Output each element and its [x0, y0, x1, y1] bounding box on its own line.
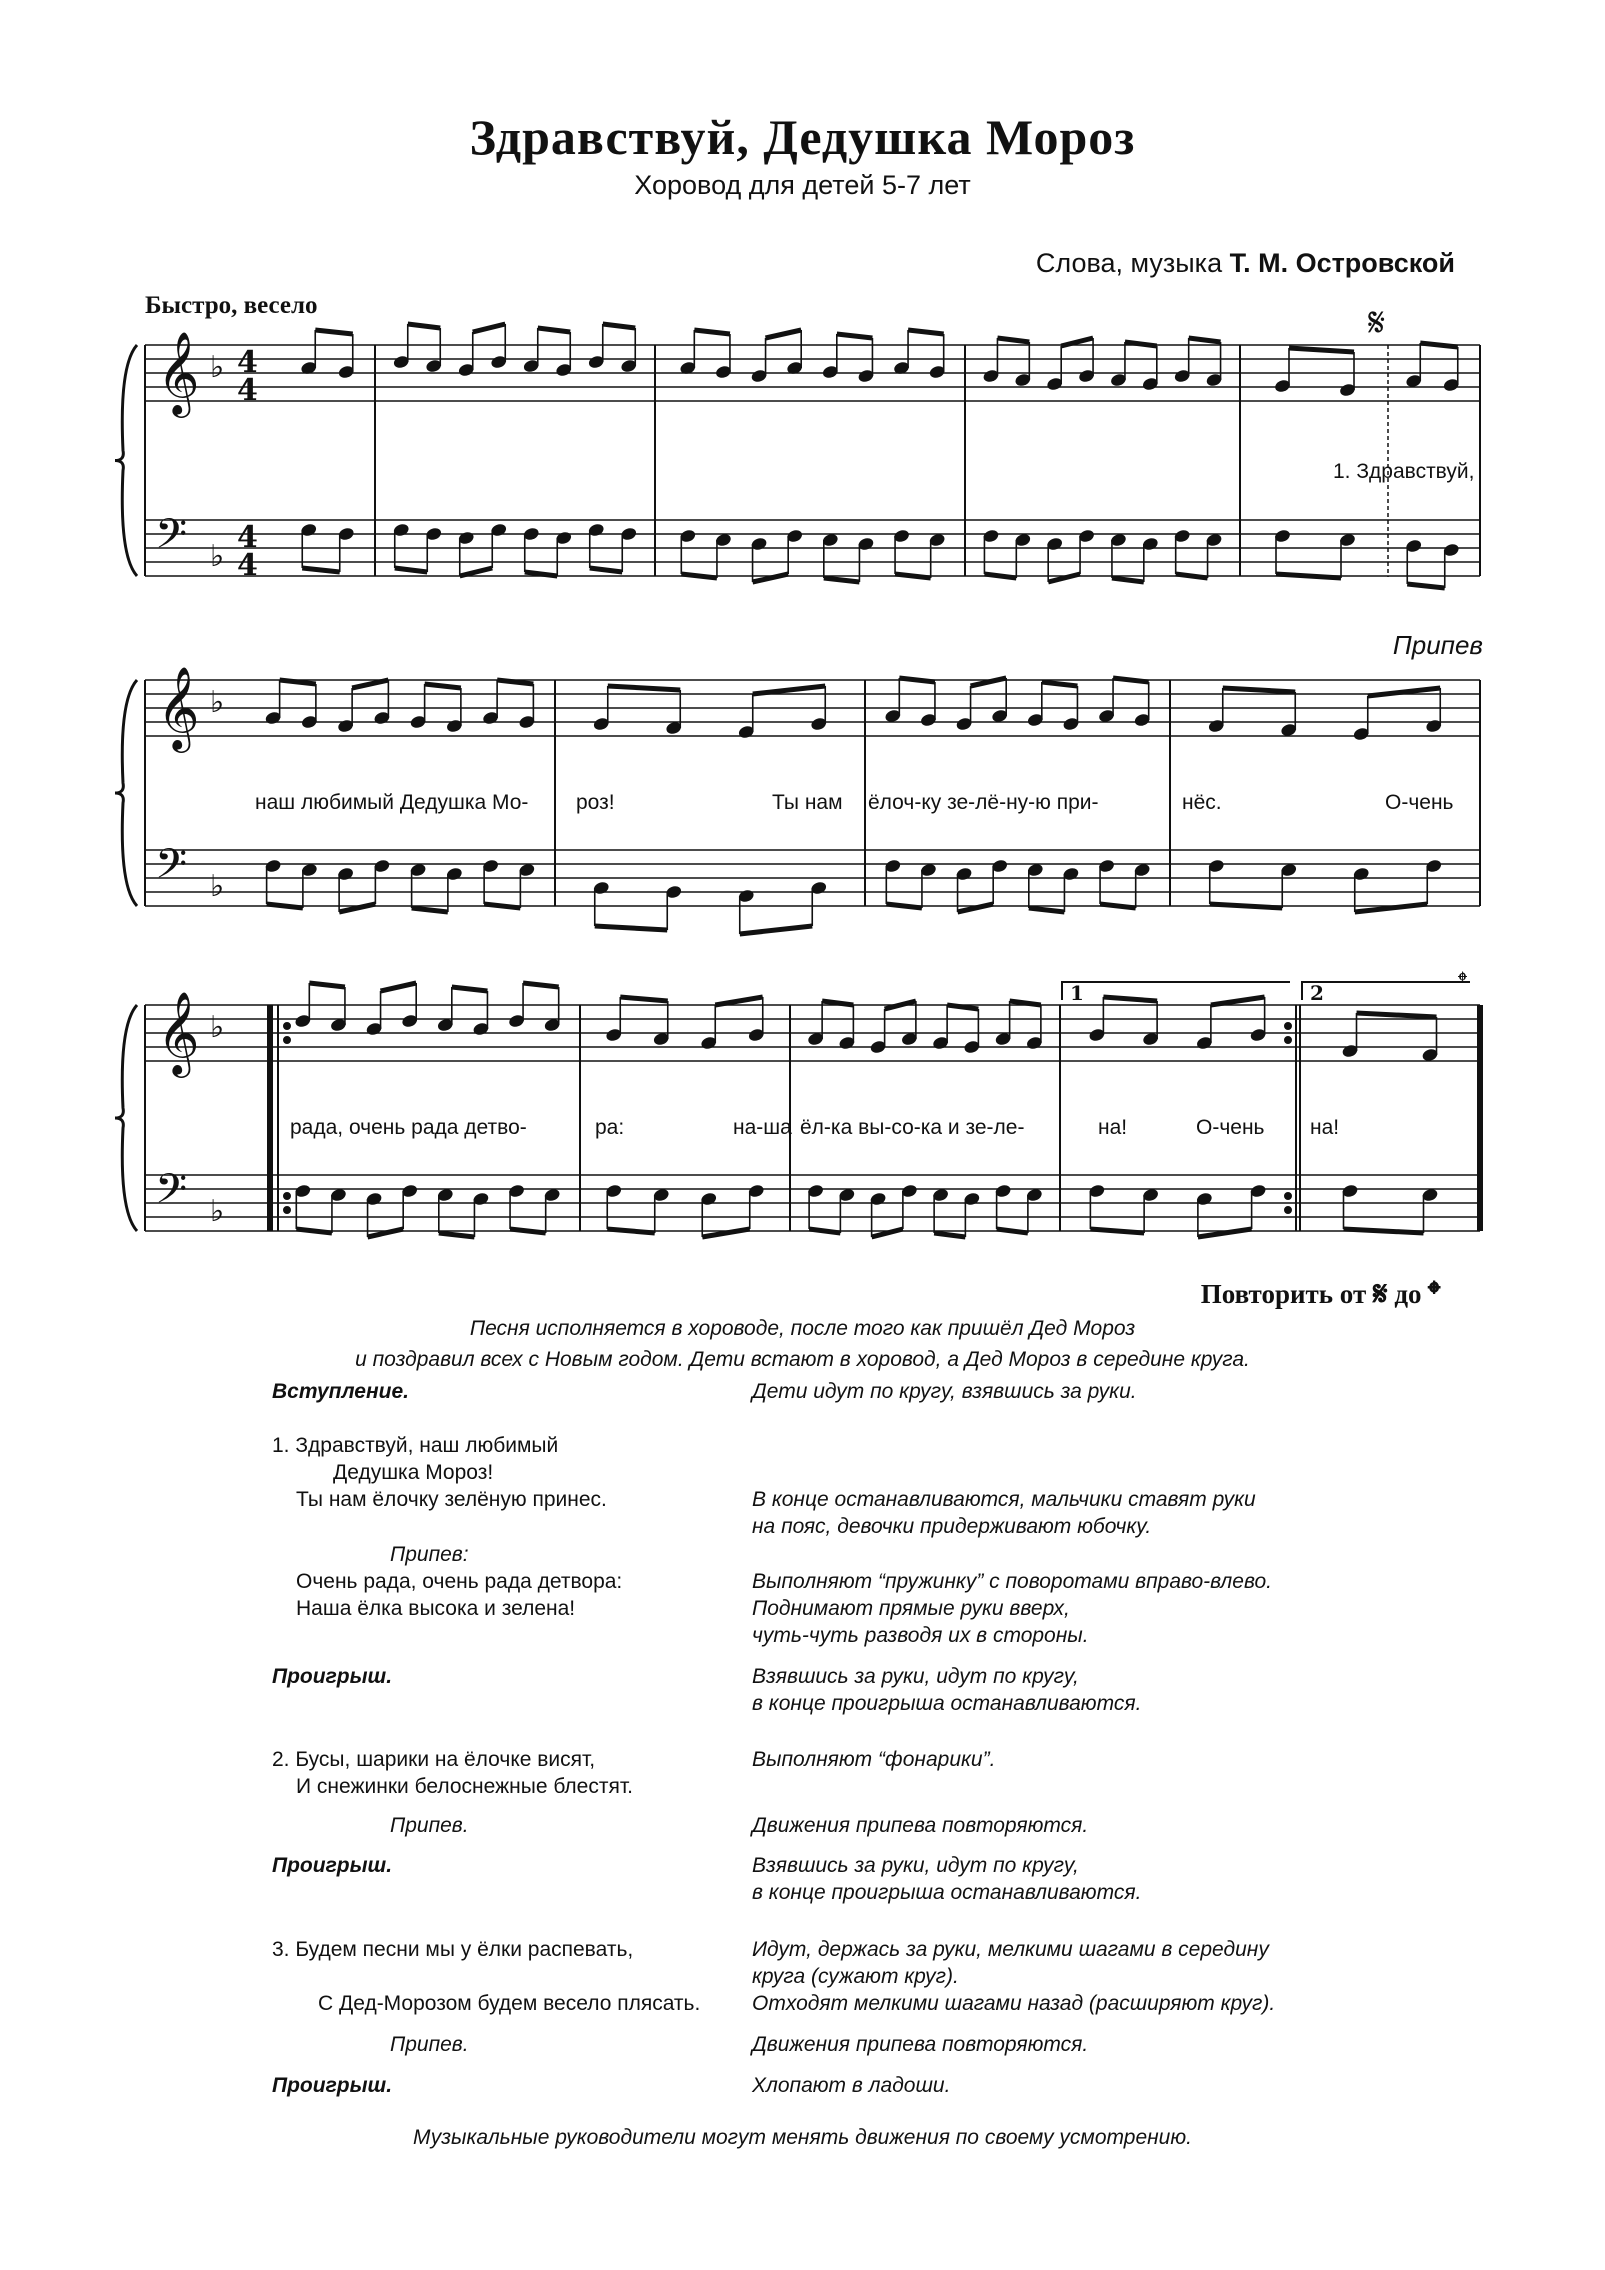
- repeat-dot: [284, 1023, 291, 1030]
- note-beam: [1189, 338, 1221, 342]
- interlude-label: Проигрыш.: [272, 2074, 393, 2097]
- movement-text: Движения припева повторяются.: [752, 2033, 1089, 2056]
- note-beam: [315, 330, 353, 334]
- verse-line: С Дед-Морозом будем весело плясать.: [318, 1992, 701, 2015]
- interlude-label: Проигрыш.: [272, 1665, 393, 1688]
- lyric: на!: [1098, 1116, 1128, 1139]
- movement-text: на пояс, девочки придерживают юбочку.: [752, 1515, 1152, 1538]
- movement-text: Движения припева повторяются.: [752, 1814, 1089, 1837]
- note-beam: [809, 1229, 840, 1233]
- movement-text: Дети идут по кругу, взявшись за руки.: [752, 1380, 1137, 1403]
- note-beam: [425, 684, 461, 688]
- repeat-dot: [1285, 1037, 1292, 1044]
- repeat-dot: [1285, 1207, 1292, 1214]
- note-beam: [1289, 348, 1354, 352]
- movement-text: Поднимают прямые руки вверх,: [752, 1597, 1070, 1620]
- note-beam: [1176, 574, 1208, 578]
- interlude-label: Проигрыш.: [272, 1854, 393, 1877]
- verse-line: И снежинки белоснежные блестят.: [296, 1775, 633, 1798]
- lyric: ёлоч-ку зе-лё-ну-ю при-: [868, 791, 1099, 814]
- segno-icon: 𝄋: [1368, 301, 1386, 345]
- note-beam: [1211, 997, 1265, 1005]
- note-beam: [1103, 997, 1157, 1001]
- time-signature: 4: [237, 345, 258, 380]
- chorus-label: Припев: [1392, 630, 1483, 660]
- repeat-dot: [284, 1193, 291, 1200]
- chorus-heading: Припев.: [390, 1814, 469, 1837]
- repeat-prefix: Повторить от: [1200, 1279, 1367, 1309]
- note-beam: [608, 686, 681, 690]
- lyric: ёл-ка вы-со-ка и зе-ле-: [800, 1116, 1025, 1139]
- note-beam: [837, 334, 873, 338]
- movement-text: В конце останавливаются, мальчики ставят руки: [752, 1488, 1256, 1511]
- coda-icon: 𝄌: [1458, 966, 1467, 996]
- bass-clef-icon: 𝄢: [155, 1165, 188, 1223]
- chorus-line: Наша ёлка высока и зелена!: [296, 1597, 576, 1620]
- movement-text: Выполняют “пружинку” с поворотами вправо-влево.: [752, 1570, 1272, 1593]
- chorus-line: Очень рада, очень рада детвора:: [296, 1570, 623, 1593]
- note-beam: [753, 686, 826, 694]
- treble-clef-icon: 𝄞: [157, 330, 200, 414]
- note-beam: [715, 997, 763, 1005]
- note-beam: [1276, 574, 1341, 578]
- flat-icon: ♭: [210, 685, 225, 720]
- footer-note: Музыкальные руководители могут менять движения по своему усмотрению.: [413, 2126, 1192, 2149]
- note-beam: [886, 904, 922, 908]
- note-beam: [603, 324, 636, 328]
- lyric: нёс.: [1182, 791, 1222, 814]
- repeat-dot: [284, 1207, 291, 1214]
- note-beam: [523, 983, 559, 987]
- chorus-heading: Припев:: [390, 1543, 469, 1566]
- flat-icon: ♭: [210, 1194, 225, 1229]
- note-beam: [473, 324, 506, 332]
- lyric: наш любимый Дедушка Мо-: [255, 791, 529, 814]
- note-beam: [395, 568, 428, 572]
- flat-icon: ♭: [210, 869, 225, 904]
- verse-line: 1. Здравствуй, наш любимый: [272, 1434, 559, 1457]
- note-beam: [934, 1233, 965, 1237]
- time-signature: 4: [237, 548, 258, 583]
- repeat-dot: [1285, 1193, 1292, 1200]
- note-beam: [1112, 578, 1144, 582]
- note-beam: [1029, 908, 1065, 912]
- note-beam: [439, 1233, 475, 1237]
- volta-bracket: [1302, 982, 1470, 1000]
- system-braces: [115, 345, 137, 1231]
- note-beam: [352, 680, 388, 688]
- intro-line: и поздравил всех с Новым годом. Дети встают в хоровод, а Дед Мороз в середине круга.: [355, 1348, 1250, 1371]
- verse-line: Ты нам ёлочку зелёную принес.: [296, 1488, 607, 1511]
- repeat-dot: [284, 1037, 291, 1044]
- movement-text: в конце проигрыша останавливаются.: [752, 1692, 1142, 1715]
- note-beam: [1357, 1013, 1437, 1017]
- volta-number: 2: [1310, 981, 1324, 1005]
- note-beam: [1042, 682, 1078, 686]
- flat-icon: ♭: [210, 350, 225, 385]
- note-beam: [895, 574, 931, 578]
- note-beam: [590, 568, 623, 572]
- repeat-dot: [1285, 1023, 1292, 1030]
- flat-icon: ♭: [210, 1010, 225, 1045]
- section-intro-label: Вступление.: [272, 1380, 409, 1403]
- song-title: Здравствуй, Дедушка Мороз: [469, 109, 1136, 165]
- barlines: [145, 345, 1480, 1231]
- flat-icon: ♭: [210, 539, 225, 574]
- segno-icon: 𝄋: [1372, 1276, 1388, 1313]
- movement-text: Взявшись за руки, идут по кругу,: [752, 1665, 1079, 1688]
- movement-text: Взявшись за руки, идут по кругу,: [752, 1854, 1079, 1877]
- lyric: О-чень: [1196, 1116, 1265, 1139]
- note-beam: [607, 1229, 655, 1233]
- repeat-mid: до: [1394, 1279, 1422, 1309]
- verse-line: Дедушка Мороз!: [333, 1461, 494, 1484]
- note-beam: [997, 338, 1029, 342]
- note-beam: [381, 983, 417, 991]
- verse-line: 3. Будем песни мы у ёлки распевать,: [272, 1938, 634, 1961]
- note-beam: [595, 926, 668, 930]
- note-beam: [510, 1229, 546, 1233]
- note-beam: [412, 908, 448, 912]
- note-beam: [460, 568, 493, 576]
- note-beam: [1223, 688, 1296, 692]
- movement-text: Отходят мелкими шагами назад (расширяют круг).: [752, 1992, 1276, 2015]
- lyric: Ты нам: [772, 791, 843, 814]
- note-beam: [267, 904, 303, 908]
- note-beam: [766, 330, 802, 338]
- note-beam: [452, 987, 488, 991]
- movement-text: Идут, держась за руки, мелкими шагами в середину: [752, 1938, 1269, 1961]
- coda-icon: 𝄌: [1428, 1276, 1440, 1313]
- movement-text: Выполняют “фонарики”.: [752, 1748, 996, 1771]
- note-beam: [620, 997, 668, 1001]
- note-beam: [302, 568, 340, 572]
- tempo-marking: Быстро, весело: [145, 292, 318, 319]
- note-beam: [1344, 1229, 1424, 1233]
- lyric: ра:: [595, 1116, 625, 1139]
- intro-line: Песня исполняется в хороводе, после того как пришёл Дед Мороз: [469, 1317, 1136, 1340]
- note-beam: [1113, 678, 1149, 682]
- credits-author: Т. М. Островской: [1229, 248, 1455, 278]
- brace: [115, 680, 137, 906]
- note-beam: [824, 578, 860, 582]
- movement-text: Хлопают в ладоши.: [752, 2074, 951, 2097]
- brace: [115, 345, 137, 576]
- lyric: О-чень: [1385, 791, 1454, 814]
- song-subtitle: Хоровод для детей 5-7 лет: [634, 170, 971, 200]
- lyric: 1. Здравствуй,: [1333, 460, 1475, 483]
- volta-number: 1: [1070, 981, 1084, 1005]
- notes: [264, 324, 1460, 1237]
- note-beam: [694, 330, 730, 334]
- chorus-heading: Припев.: [390, 2033, 469, 2056]
- bass-clef-icon: 𝄢: [155, 840, 188, 898]
- note-beam: [1100, 904, 1136, 908]
- note-beam: [296, 1229, 332, 1233]
- lyric: рада, очень рада детво-: [290, 1116, 527, 1139]
- lyric: роз!: [576, 791, 615, 814]
- time-signature: 4: [237, 373, 258, 408]
- note-beam: [681, 574, 717, 578]
- note-beam: [1420, 343, 1458, 347]
- score-marks: [284, 301, 1471, 1214]
- note-beam: [309, 983, 345, 987]
- note-beam: [538, 328, 571, 332]
- lyric: на!: [1310, 1116, 1340, 1139]
- bass-clef-icon: 𝄢: [155, 510, 188, 568]
- note-beam: [908, 330, 944, 334]
- staff-lines: [145, 345, 1480, 1231]
- note-beam: [997, 1229, 1028, 1233]
- movement-text: чуть-чуть разводя их в стороны.: [752, 1624, 1089, 1647]
- clefs: [155, 330, 258, 1229]
- note-beam: [1210, 904, 1283, 908]
- credits-label: Слова, музыка: [1035, 248, 1223, 278]
- note-beam: [1407, 584, 1445, 588]
- note-beam: [984, 574, 1016, 578]
- time-signature: 4: [237, 520, 258, 555]
- treble-clef-icon: 𝄞: [157, 665, 200, 749]
- note-beam: [484, 904, 520, 908]
- movement-text: круга (сужают круг).: [752, 1965, 959, 1988]
- movement-text: в конце проигрыша останавливаются.: [752, 1881, 1142, 1904]
- note-beam: [408, 324, 441, 328]
- brace: [115, 1005, 137, 1231]
- note-beam: [740, 926, 813, 934]
- verse-line: 2. Бусы, шарики на ёлочке висят,: [272, 1748, 596, 1771]
- treble-clef-icon: 𝄞: [157, 990, 200, 1074]
- lyric: на-ша: [733, 1116, 792, 1139]
- note-beam: [899, 678, 935, 682]
- repeat-instruction: [1201, 1276, 1440, 1314]
- note-beam: [1090, 1229, 1144, 1233]
